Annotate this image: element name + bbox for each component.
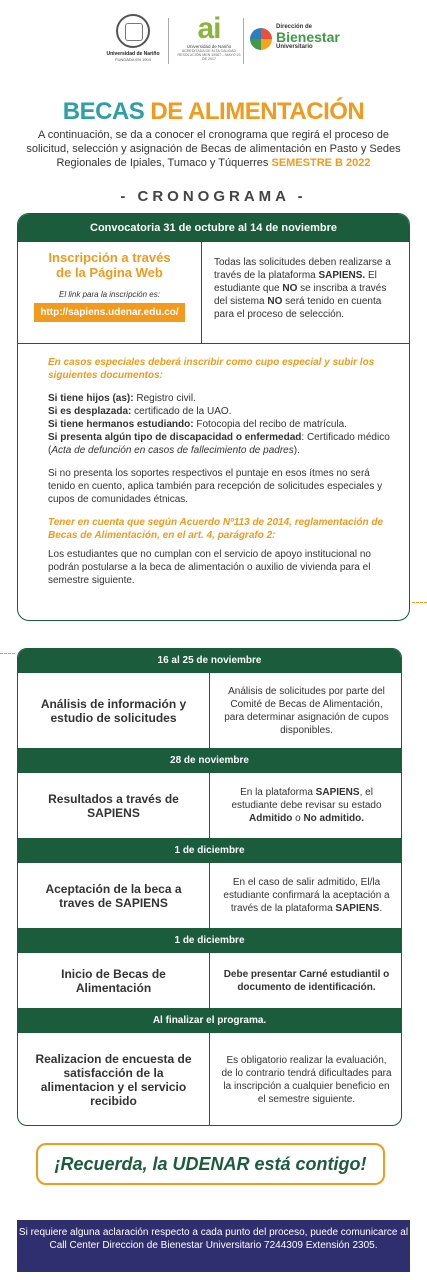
- divider: [243, 18, 244, 64]
- detail-text: En la plataforma: [240, 787, 316, 798]
- note-no: NO: [282, 283, 298, 294]
- udenar-logo: [104, 14, 162, 62]
- table-row: [18, 863, 401, 929]
- item-bold: Si tiene hijos (as):: [48, 393, 134, 404]
- schedule-date: 1 de diciembre: [18, 929, 401, 953]
- schedule-activity: Aceptación de la beca a traves de SAPIENS: [18, 863, 210, 928]
- item-text: : Certificado médico (: [48, 432, 390, 456]
- detail-bold: Admitido: [248, 813, 293, 824]
- inscripcion-title-2: de la Página Web: [56, 265, 163, 280]
- list-item: [48, 431, 398, 457]
- inscripcion-title: [18, 250, 201, 280]
- schedule-activity: Análisis de información y estudio de solicitudes: [18, 673, 210, 748]
- schedule-detail: Debe presentar Carné estudiantil o documento de identificación.: [223, 968, 390, 993]
- item-text: Registro civil.: [133, 393, 196, 404]
- intro-semester: SEMESTRE B 2022: [271, 157, 371, 169]
- bienestar-bottom: Universitario: [276, 44, 313, 50]
- casos-especiales: [48, 356, 398, 597]
- inscripcion-cell: [18, 242, 202, 343]
- ai-univ: Universidad de Nariño: [186, 44, 232, 49]
- ai-resolution: RESOLUCIÓN MEN 10567 – MAYO 23 DE 2017: [177, 53, 241, 61]
- schedule-activity: Resultados a través de SAPIENS: [18, 773, 210, 838]
- university-seal-icon: [116, 14, 150, 48]
- convocatoria-header: Convocatoria 31 de octubre al 14 de noviembre: [18, 214, 409, 242]
- schedule-box: [17, 648, 402, 1126]
- schedule-date: Al finalizar el programa.: [18, 1009, 401, 1033]
- detail-bold: SAPIENS: [315, 787, 360, 798]
- detail-text: o: [292, 813, 304, 824]
- detail-text: En el caso de salir admitido, El/la estudiante confirmará la aceptación a través de la plataforma: [223, 877, 390, 914]
- detail-bold: No admitido.: [303, 813, 364, 824]
- item-italic: Acta de defunción en casos de fallecimiento de padres: [51, 445, 294, 456]
- table-row: [18, 673, 401, 749]
- item-bold: Si tiene hermanos estudiando:: [48, 419, 194, 430]
- schedule-date: 1 de diciembre: [18, 839, 401, 863]
- note-no: NO: [267, 296, 283, 307]
- list-item: [48, 405, 398, 418]
- especiales-list: [48, 392, 398, 457]
- accreditation-logo: [176, 14, 242, 61]
- bienestar-top: Dirección de: [276, 24, 313, 30]
- schedule-detail: [210, 863, 402, 928]
- header-logos: [0, 14, 427, 74]
- note-sapiens: SAPIENS.: [318, 270, 366, 281]
- note-text: Todas las solicitudes deben realizarse a través de la plataforma: [214, 257, 391, 281]
- acuerdo-text: Los estudiantes que no cumplan con el servicio de apoyo institucional no podrán postularse a la beca de alimentación o auxilio de vivienda para el semestre siguiente.: [48, 549, 371, 586]
- note-text: El estudiante que: [214, 270, 377, 294]
- table-row: [18, 1033, 401, 1126]
- recuerda-banner: [36, 1143, 385, 1185]
- schedule-detail: Es obligatorio realizar la evaluación, de lo contrario tendrá dificultades para la inscripción a cualquier beneficio en el semestre siguiente.: [221, 1055, 392, 1105]
- item-text: Fotocopia del recibo de matrícula.: [193, 419, 348, 430]
- bienestar-logo: [250, 24, 360, 58]
- cronograma-label: - CRONOGRAMA -: [120, 188, 307, 205]
- list-item: [48, 418, 398, 431]
- list-item: [48, 392, 398, 405]
- page-title: [0, 98, 427, 126]
- bienestar-main: Bienestar: [276, 29, 340, 45]
- note-text: será tenido en cuenta para el proceso de selección.: [214, 296, 382, 320]
- detail-text: , el estudiante debe revisar su estado: [231, 787, 382, 811]
- item-bold: Si es desplazada:: [48, 406, 132, 417]
- udenar-founded: FUNDADA EN 1904: [115, 57, 151, 62]
- acuerdo-heading: Tener en cuenta que según Acuerdo Nº113 de 2014, reglamentación de Becas de Alimentación, en el art. 4, parágrafo 2:: [48, 517, 384, 541]
- note-text: se inscriba a través del sistema: [214, 283, 387, 307]
- item-text: certificado de la UAO.: [131, 406, 232, 417]
- detail-bold: SAPIENS: [335, 903, 380, 914]
- udenar-name: Universidad de Nariño: [106, 51, 160, 57]
- schedule-date: 28 de noviembre: [18, 749, 401, 773]
- schedule-activity: Inicio de Becas de Alimentación: [18, 953, 210, 1008]
- title-part2: DE ALIMENTACIÓN: [150, 98, 365, 125]
- dashed-connector: [0, 653, 15, 654]
- ai-logo-mark: ai: [197, 12, 221, 45]
- soportes-text: Si no presenta los soportes respectivos el puntaje en esos ítmes no será tenido en cuento, aplica también para recepción de solicitudes especiales y cupos de comunidades étnicas.: [48, 468, 383, 505]
- sapiens-link[interactable]: http://sapiens.udenar.edu.co/: [34, 303, 184, 322]
- title-part1: BECAS: [62, 98, 151, 125]
- especiales-heading: En casos especiales deberá inscribir como cupo especial y subir los siguientes documentos:: [48, 357, 375, 381]
- recuerda-text: ¡Recuerda, la UDENAR está contigo!: [54, 1154, 367, 1174]
- dashed-connector: [412, 602, 427, 603]
- footer-contact: Si requiere alguna aclaración respecto a cada punto del proceso, puede comunicarce al Call Center Direccion de Bienestar Universitario 7244309 Extensión 2305.: [17, 1220, 410, 1272]
- schedule-detail: Análisis de solicitudes por parte del Comité de Becas de Alimentación, para determinar asignación de cupos disponibles.: [224, 685, 389, 736]
- item-text: ).: [293, 445, 300, 456]
- ai-accred: ACREDITADA DE ALTA CALIDAD: [181, 49, 237, 53]
- table-row: [18, 953, 401, 1009]
- intro-text: [20, 128, 407, 170]
- schedule-detail: [210, 773, 402, 838]
- item-bold: Si presenta algún tipo de discapacidad o enfermedad: [48, 432, 302, 443]
- table-row: [18, 773, 401, 839]
- inscripcion-title-1: Inscripción a través: [48, 250, 171, 265]
- link-label: El link para la inscripción es:: [59, 290, 160, 299]
- bienestar-circle-icon: [250, 28, 272, 50]
- schedule-activity: Realizacion de encuesta de satisfacción de la alimentacion y el servicio recibido: [18, 1033, 210, 1126]
- inscripcion-note: [214, 256, 402, 321]
- intro-body: A continuación, se da a conocer el cronograma que regirá el proceso de solicitud, selección y asignación de Becas de alimentación en Pasto y Sedes Regionales de Ipiales, Tumaco y Túquerres: [26, 129, 401, 169]
- convocatoria-box: [17, 213, 410, 621]
- inscripcion-row: [18, 242, 409, 344]
- schedule-date: 16 al 25 de noviembre: [18, 649, 401, 673]
- detail-text: .: [379, 903, 383, 914]
- divider: [168, 18, 169, 64]
